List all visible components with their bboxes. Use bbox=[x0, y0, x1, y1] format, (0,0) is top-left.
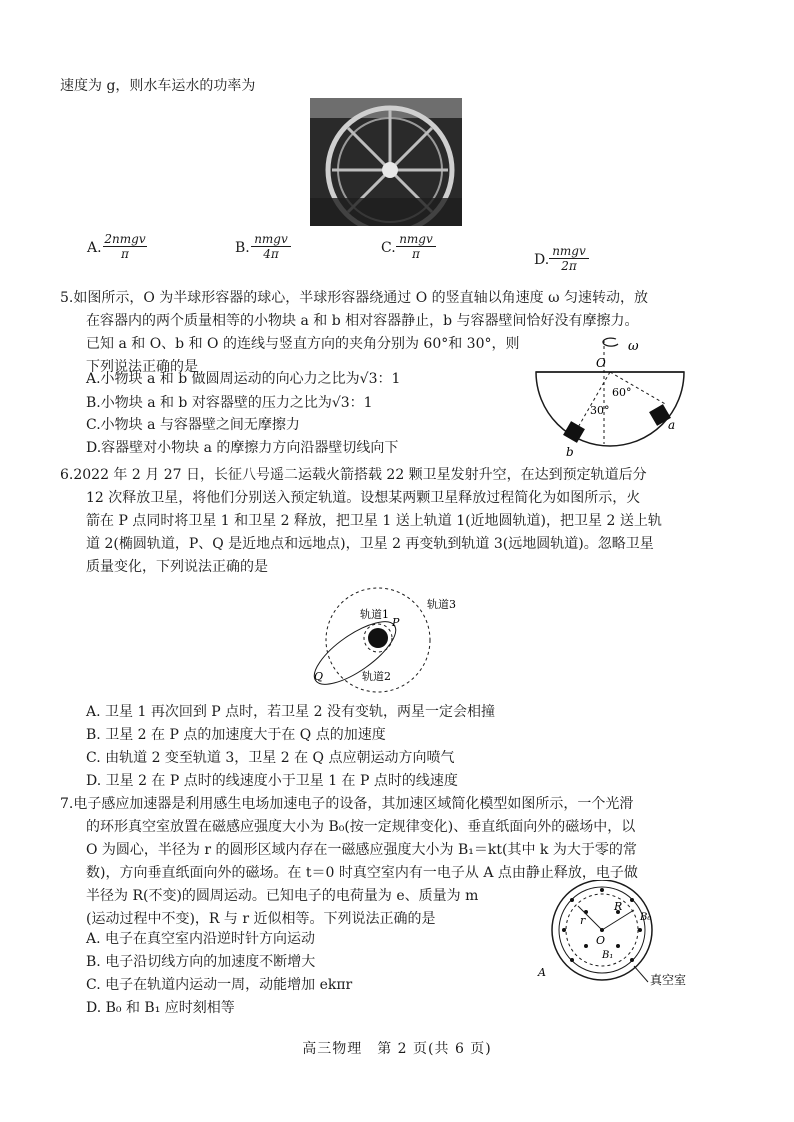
q5-stem-line: 在容器内的两个质量相等的小物块 a 和 b 相对容器静止，b 与容器壁间恰好没有摩擦力。 bbox=[86, 313, 639, 329]
q4-option-c-fraction bbox=[396, 232, 436, 261]
q7-option-d: D. B₀ 和 B₁ 应时刻相等 bbox=[86, 1000, 235, 1016]
q6-option-a: A. 卫星 1 再次回到 P 点时，若卫星 2 没有变轨，两星一定会相撞 bbox=[86, 704, 495, 720]
q7-a-label: A bbox=[538, 966, 546, 979]
q6-orbit-2-label: 轨道2 bbox=[362, 670, 391, 683]
q7-stem-line: (运动过程中不变)，R 与 r 近似相等。下列说法正确的是 bbox=[86, 911, 436, 927]
q6-stem-line: 道 2(椭圆轨道，P、Q 是近地点和远地点)，卫星 2 再变轨到轨道 3(远地圆轨道)。忽略卫星 bbox=[86, 536, 654, 552]
q4-option-c-den: π bbox=[412, 247, 420, 261]
q7-R-label: R bbox=[614, 900, 623, 913]
q7-stem-line: 7.电子感应加速器是利用感生电场加速电子的设备，其加速区域简化模型如图所示，一个光滑 bbox=[60, 796, 634, 812]
q5-omega-label: ω bbox=[628, 339, 639, 354]
q5-stem-line: 已知 a 和 O、b 和 O 的连线与竖直方向的夹角分别为 60°和 30°，则 bbox=[86, 336, 520, 352]
q4-option-b-fraction bbox=[251, 232, 291, 261]
q4-option-c-num: nmgv bbox=[396, 232, 436, 247]
q4-option-a-den: π bbox=[121, 247, 129, 261]
q6-stem-line: 质量变化，下列说法正确的是 bbox=[86, 559, 268, 575]
q4-option-d-fraction bbox=[549, 244, 589, 273]
q7-stem-line: 数)，方向垂直纸面向外的磁场。在 t＝0 时真空室内有一电子从 A 点由静止释放，电子做 bbox=[86, 865, 638, 881]
q4-option-a-fraction bbox=[103, 232, 147, 261]
q4-option-b-num: nmgv bbox=[251, 232, 291, 247]
q6-q-label: Q bbox=[314, 670, 324, 683]
q7-stem-line: O 为圆心，半径为 r 的圆形区域内存在一磁感应强度大小为 B₁＝kt(其中 k 为大于零的常 bbox=[86, 842, 637, 858]
q5-stem-line: 下列说法正确的是 bbox=[86, 359, 198, 375]
q7-b1-label: B₁ bbox=[602, 950, 614, 961]
q6-orbit-figure bbox=[310, 586, 470, 694]
q7-center-dot bbox=[600, 928, 604, 932]
q7-b0-label: B₀ bbox=[640, 912, 652, 923]
q5-a-label: a bbox=[668, 418, 676, 432]
q5-angle-30: 30° bbox=[590, 404, 610, 417]
q5-b-label: b bbox=[566, 445, 574, 458]
q4-option-d-label: D. bbox=[534, 252, 550, 268]
q4-lead-text: 速度为 g，则水车运水的功率为 bbox=[60, 78, 256, 94]
q5-option-a: A.小物块 a 和 b 做圆周运动的向心力之比为√3：1 bbox=[86, 371, 401, 387]
q5-option-d: D.容器壁对小物块 a 的摩擦力方向沿器壁切线向下 bbox=[86, 440, 399, 456]
q6-orbit-3-label: 轨道3 bbox=[427, 598, 456, 611]
q6-stem-line: 6.2022 年 2 月 27 日，长征八号遥二运载火箭搭载 22 颗卫星发射升空，在达到预定轨道后分 bbox=[60, 467, 647, 483]
q5-angle-60: 60° bbox=[612, 386, 632, 399]
q5-stem-line: 5.如图所示，O 为半球形容器的球心，半球形容器绕通过 O 的竖直轴以角速度 ω 匀速转动，放 bbox=[60, 290, 648, 306]
q6-earth bbox=[368, 628, 388, 648]
q5-o-label: O bbox=[596, 356, 606, 370]
q6-stem-line: 箭在 P 点同时将卫星 1 和卫星 2 释放，把卫星 1 送上轨道 1(近地圆轨道)，把卫星 2 送上轨 bbox=[86, 513, 662, 529]
page-footer: 高三物理 第 2 页(共 6 页) bbox=[302, 1041, 492, 1057]
q4-option-b-label: B. bbox=[235, 240, 250, 256]
q7-stem-line: 的环形真空室放置在磁感应强度大小为 B₀(按一定规律变化)、垂直纸面向外的磁场中，以 bbox=[86, 819, 636, 835]
q4-option-d-num: nmgv bbox=[549, 244, 589, 259]
q6-p-label: P bbox=[392, 616, 400, 629]
q6-stem-line: 12 次释放卫星，将他们分别送入预定轨道。设想某两颗卫星释放过程简化为如图所示，火 bbox=[86, 490, 641, 506]
q7-stem-line: 半径为 R(不变)的圆周运动。已知电子的电荷量为 e、质量为 m bbox=[86, 888, 479, 904]
q7-option-c: C. 电子在轨道内运动一周，动能增加 ekπr bbox=[86, 977, 353, 993]
q7-chamber-label: 真空室 bbox=[650, 973, 687, 987]
q5-hemisphere-figure bbox=[528, 334, 698, 458]
q7-o-label: O bbox=[596, 934, 606, 947]
q7-accelerator-figure bbox=[530, 880, 720, 992]
q4-option-d-den: 2π bbox=[561, 259, 577, 273]
q4-option-a-num: 2nmgv bbox=[104, 232, 146, 246]
water-wheel-photo bbox=[310, 98, 462, 226]
q4-option-b-den: 4π bbox=[263, 247, 279, 261]
q6-option-c: C. 由轨道 2 变至轨道 3，卫星 2 在 Q 点应朝运动方向喷气 bbox=[86, 750, 455, 766]
q7-r-label: r bbox=[580, 914, 586, 927]
q6-option-b: B. 卫星 2 在 P 点的加速度大于在 Q 点的加速度 bbox=[86, 727, 386, 743]
q5-option-b: B.小物块 a 和 b 对容器壁的压力之比为√3：1 bbox=[86, 395, 373, 411]
q4-option-a-label: A. bbox=[87, 240, 102, 256]
q7-option-b: B. 电子沿切线方向的加速度不断增大 bbox=[86, 954, 316, 970]
q6-option-d: D. 卫星 2 在 P 点时的线速度小于卫星 1 在 P 点时的线速度 bbox=[86, 773, 458, 789]
q4-option-c-label: C. bbox=[381, 240, 396, 256]
q5-omega-arrow bbox=[603, 338, 618, 346]
q5-option-c: C.小物块 a 与容器壁之间无摩擦力 bbox=[86, 417, 300, 433]
q7-option-a: A. 电子在真空室内沿逆时针方向运动 bbox=[86, 931, 316, 947]
q6-orbit-1-label: 轨道1 bbox=[360, 608, 389, 621]
q5-block-b bbox=[563, 421, 585, 443]
q7-chamber-pointer bbox=[634, 966, 648, 982]
